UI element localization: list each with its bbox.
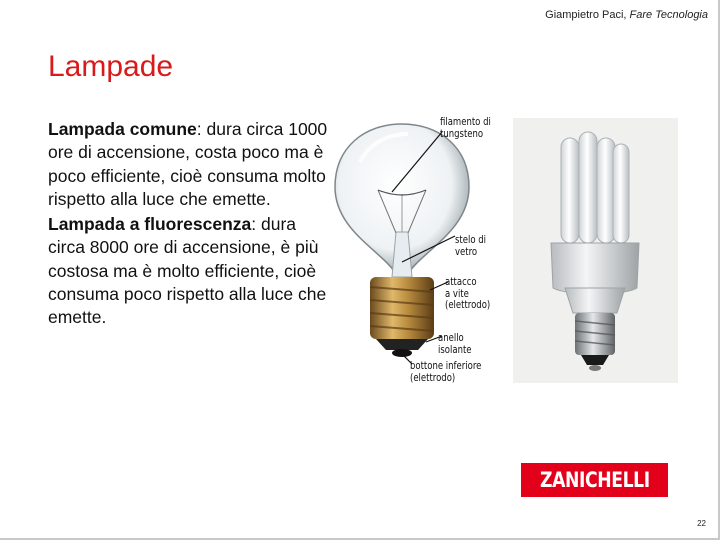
label-base-line3: (elettrodo)	[445, 299, 491, 311]
label-filament	[440, 117, 491, 140]
label-screw-base	[445, 277, 490, 312]
slide-body	[48, 118, 328, 332]
label-stem-line2: vetro	[455, 245, 478, 258]
label-filament-line1: filamento di	[440, 116, 491, 128]
logo-text: ZANICHELLI	[539, 468, 650, 492]
label-button-line2: (elettrodo)	[410, 371, 456, 384]
label-bottom-button	[410, 361, 481, 384]
label-glass-stem	[455, 235, 486, 258]
common-lamp-text: : dura circa 1000 ore di accensione, costa poco ma è poco efficiente, cioè consuma molto rispetto alla luce che emette.	[48, 119, 328, 209]
author-name: Giampietro Paci,	[545, 9, 627, 21]
label-ring-line1: anello	[438, 332, 464, 344]
fluorescent-lamp-text: : dura circa 8000 ore di accensione, è più costosa ma è molto efficiente, cioè consuma poco rispetto alla luce che emette.	[48, 214, 327, 328]
label-button-line1: bottone inferiore	[410, 360, 482, 372]
label-insulating-ring	[438, 333, 472, 356]
label-base-line1: attacco	[445, 276, 477, 288]
book-title: Fare Tecnologia	[629, 9, 708, 21]
label-stem-line1: stelo di	[455, 234, 487, 246]
incandescent-bulb-illustration	[330, 112, 520, 392]
fluorescent-lamp-term: Lampada a fluorescenza	[48, 214, 252, 235]
label-filament-line2: tungsteno	[440, 127, 484, 140]
paragraph-common-lamp	[48, 118, 328, 211]
incandescent-bulb-diagram	[330, 112, 520, 392]
page-number: 22	[697, 519, 706, 528]
paragraph-fluorescent-lamp	[48, 213, 328, 329]
common-lamp-term: Lampada comune	[48, 119, 197, 139]
header-credit	[545, 9, 708, 21]
label-ring-line2: isolante	[438, 343, 472, 356]
zanichelli-logo	[521, 463, 668, 497]
label-base-line2: a vite	[445, 287, 469, 300]
fluorescent-lamp-illustration	[513, 118, 678, 383]
slide-title: Lampade	[48, 50, 174, 83]
fluorescent-lamp-photo	[513, 118, 678, 383]
